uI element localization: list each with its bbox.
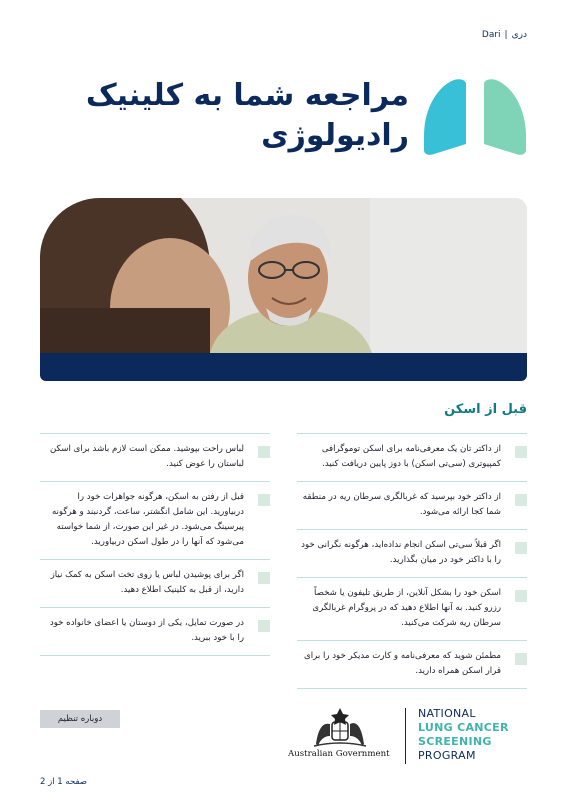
checkbox-icon[interactable] (515, 494, 527, 506)
checklist-left-column (40, 433, 270, 656)
footer-divider (405, 708, 406, 764)
checkbox-icon[interactable] (258, 572, 270, 584)
program-line-1: NATIONAL (418, 707, 476, 720)
checklist-item-text: مطمئن شوید که معرفی‌نامه و کارت مدیکر خود را برای قرار اسکن همراه دارید. (303, 651, 501, 676)
language-tag: Dari | دری (481, 30, 527, 40)
program-line-4: PROGRAM (418, 749, 476, 762)
language-english: Dari (481, 30, 501, 40)
checklist-item (297, 481, 527, 529)
section-heading: قبل از اسکن (444, 402, 527, 417)
checklist-item-text: لباس راحت بپوشید. ممکن است لازم باشد برای اسکن لباستان را عوض کنید. (49, 444, 244, 469)
checklist-right-column (297, 433, 527, 689)
lung-logo-icon (422, 78, 528, 156)
checklist-item-text: اسکن خود را بشکل آنلاین، از طریق تلیفون یا شخصاً رزرو کنید. به آنها اطلاع دهید که در پروگرام غربالگری سرطان ریه شرکت می‌کنید. (312, 588, 501, 628)
checklist-item-text: اگر قبلاً سی‌تی اسکن انجام نداده‌اید، هرگونه نگرانی خود را با داکتر خود در میان بگذارید. (301, 540, 501, 565)
checklist-item-text: از داکتر تان یک معرفی‌نامه برای اسکن توموگرافی کمپیوتری (سی‌تی اسکن) با دوز پایین دریافت کنید. (321, 444, 501, 469)
hero-photo (40, 198, 527, 381)
checklist-item (297, 433, 527, 481)
checklist-item (40, 481, 270, 559)
program-line-3: SCREENING (418, 735, 492, 748)
government-label: Australian Government (288, 749, 390, 759)
checklist-item-text: قبل از رفتن به اسکن، هرگونه جواهرات خود را دربیاورید. این شامل انگشتر، ساعت، گردنبند و هرگونه پیرسینگ می‌شود. در غیر این صورت، از شما خواسته می‌شود که آنها را در طول اسکن دربیاورید. (51, 492, 244, 547)
checklist-item (40, 559, 270, 607)
checklist-item-text: اگر برای پوشیدن لباس یا روی تخت اسکن به کمک نیاز دارید، از قبل به کلینیک اطلاع دهید. (50, 570, 244, 595)
page-number: صفحه 1 از 2 (40, 777, 87, 787)
checklist-item (297, 577, 527, 640)
program-logo (418, 707, 509, 763)
checkbox-icon[interactable] (515, 653, 527, 665)
revised-badge: دوباره تنظیم (40, 710, 120, 728)
checkbox-icon[interactable] (515, 446, 527, 458)
checklist-item (40, 607, 270, 656)
program-line-2: LUNG CANCER (418, 721, 509, 734)
language-native: دری (511, 30, 527, 40)
checklist-item (297, 529, 527, 577)
checklist-item (297, 640, 527, 689)
checkbox-icon[interactable] (515, 590, 527, 602)
checklist-item-text: در صورت تمایل، یکی از دوستان یا اعضای خانواده خود را با خود ببرید. (49, 618, 244, 643)
checkbox-icon[interactable] (258, 446, 270, 458)
checkbox-icon[interactable] (258, 620, 270, 632)
checkbox-icon[interactable] (258, 494, 270, 506)
right-lung-shape (484, 79, 526, 155)
checklist-item-text: از داکتر خود بپرسید که غربالگری سرطان ریه در منطقه شما کجا ارائه می‌شود. (302, 492, 501, 517)
coat-of-arms-icon (308, 706, 372, 748)
checkbox-icon[interactable] (515, 542, 527, 554)
checklist-item (40, 433, 270, 481)
left-lung-shape (424, 79, 466, 155)
page-title: مراجعه شما به کلینیک رادیولوژی (85, 78, 409, 153)
